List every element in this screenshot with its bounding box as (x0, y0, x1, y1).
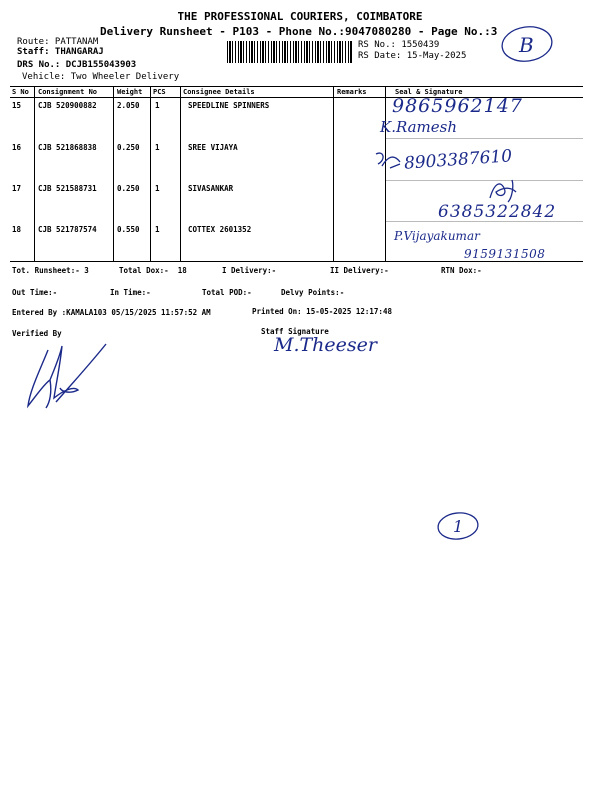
in-time: In Time:- (110, 288, 151, 297)
table-row-consignment: CJB 520900882 (38, 101, 97, 110)
handwritten-phone: 9865962147 (392, 95, 523, 117)
tot-runsheet: Tot. Runsheet:- 3 (12, 266, 89, 275)
table-row-sno: 18 (12, 225, 22, 234)
table-top-rule (10, 86, 583, 87)
staff-signature: M.Theeser (274, 334, 377, 356)
handwritten-phone: 6385322842 (438, 202, 557, 222)
company-title: THE PROFESSIONAL COURIERS, COIMBATORE (177, 10, 423, 23)
table-row-weight: 0.250 (117, 184, 140, 193)
table-bottom-rule (10, 261, 583, 262)
handwritten-name: K.Ramesh (380, 118, 458, 136)
handwritten-initials-mark (486, 176, 526, 204)
drs-number: DRS No.: DCJB155043903 (17, 60, 137, 70)
table-row-consignee: SPEEDLINE SPINNERS (188, 101, 270, 110)
total-dox: Total Dox:- 18 (119, 266, 187, 275)
table-row-pcs: 1 (155, 225, 160, 234)
table-row-sno: 15 (12, 101, 22, 110)
vehicle-label: Vehicle: Two Wheeler Delivery (22, 72, 180, 82)
col-divider (150, 86, 151, 261)
delvy-points: Delvy Points:- (281, 288, 345, 297)
verified-signature (20, 340, 112, 412)
i-delivery: I Delivery:- (222, 266, 277, 275)
table-row-consignment: CJB 521588731 (38, 184, 97, 193)
col-header-seal: Seal & Signature (395, 88, 463, 96)
ii-delivery: II Delivery:- (330, 266, 389, 275)
circled-letter-mark (498, 22, 556, 66)
row-divider (385, 138, 583, 139)
row-divider (385, 180, 583, 181)
table-row-sno: 16 (12, 143, 22, 152)
col-header-weight: Weight (117, 88, 143, 96)
rs-date: RS Date: 15-May-2025 (358, 51, 467, 61)
col-header-consignment: Consignment No (38, 88, 98, 96)
table-row-consignee: COTTEX 2601352 (188, 225, 252, 234)
table-row-pcs: 1 (155, 184, 160, 193)
table-row-weight: 2.050 (117, 101, 140, 110)
table-row-consignment: CJB 521868838 (38, 143, 97, 152)
col-divider (333, 86, 334, 261)
handwritten-scribble (372, 148, 406, 174)
table-row-consignee: SREE VIJAYA (188, 143, 238, 152)
staff-label: Staff: THANGARAJ (17, 47, 104, 57)
table-row-pcs: 1 (155, 143, 160, 152)
circle-number: 1 (453, 517, 464, 536)
col-divider (34, 86, 35, 261)
printed-on: Printed On: 15-05-2025 12:17:48 (252, 307, 392, 316)
table-row-sno: 17 (12, 184, 22, 193)
circle-letter: B (519, 33, 534, 57)
verified-by-label: Verified By (12, 329, 62, 338)
col-divider (180, 86, 181, 261)
rs-number: RS No.: 1550439 (358, 40, 440, 50)
staff-signature-label: Staff Signature (261, 327, 329, 336)
total-pod: Total POD:- (202, 288, 252, 297)
col-header-sno: S No (12, 88, 29, 96)
col-header-consignee: Consignee Details (183, 88, 255, 96)
out-time: Out Time:- (12, 288, 58, 297)
rtn-dox: RTN Dox:- (441, 266, 482, 275)
handwritten-phone: 8903387610 (403, 146, 513, 174)
table-row-consignee: SIVASANKAR (188, 184, 234, 193)
barcode (227, 41, 352, 63)
table-row-weight: 0.550 (117, 225, 140, 234)
runsheet-title: Delivery Runsheet - P103 - Phone No.:9047080280 - Page No.:3 (100, 25, 498, 38)
table-row-pcs: 1 (155, 101, 160, 110)
col-header-pcs: PCS (153, 88, 166, 96)
col-header-remarks: Remarks (337, 88, 367, 96)
handwritten-phone: 9159131508 (464, 247, 546, 261)
table-row-consignment: CJB 521787574 (38, 225, 97, 234)
col-divider (113, 86, 114, 261)
route-label: Route: PATTANAM (17, 37, 99, 47)
handwritten-name: P.Vijayakumar (394, 229, 480, 243)
circled-number-mark (434, 508, 482, 544)
entered-by: Entered By :KAMALA103 05/15/2025 11:57:52 AM (12, 308, 211, 317)
table-row-weight: 0.250 (117, 143, 140, 152)
